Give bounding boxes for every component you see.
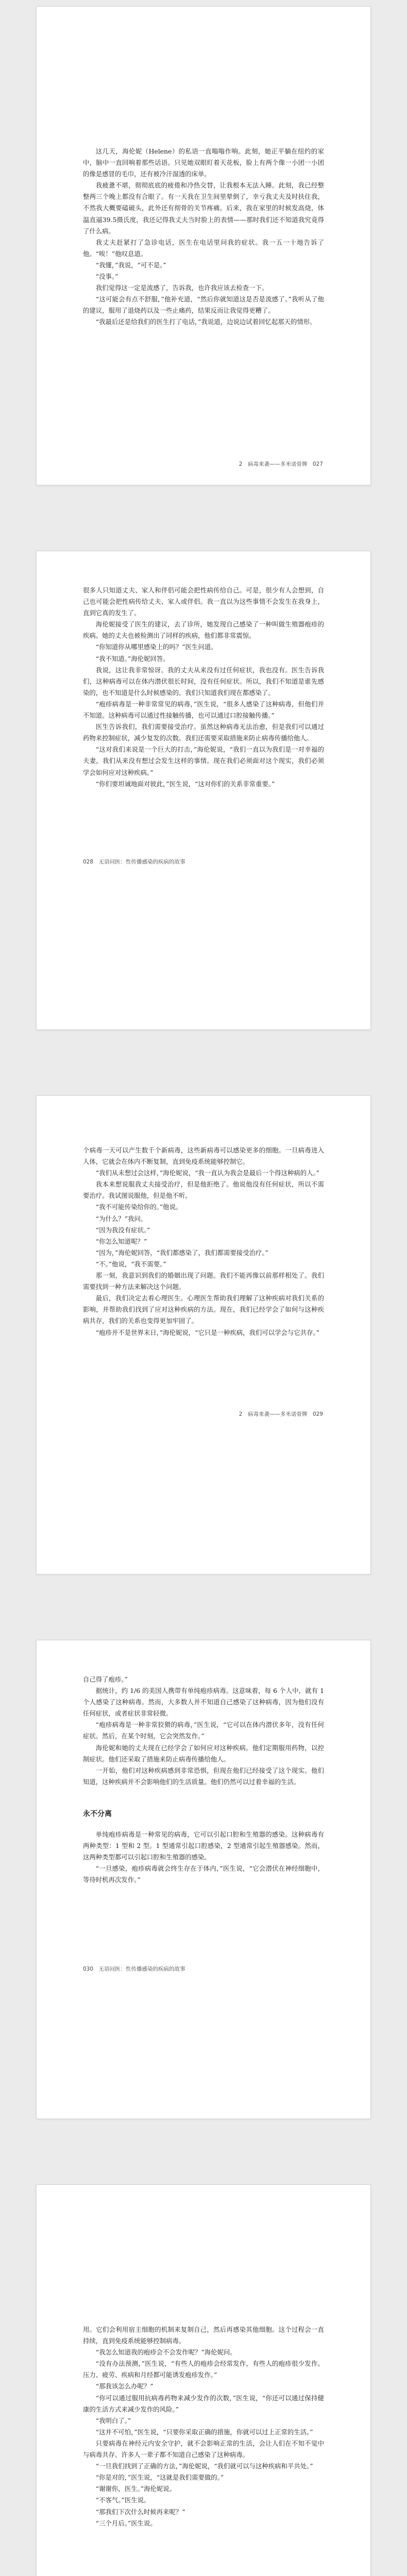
paragraph: “没有办法预测，”医生说，“有些人的疱疹会经常发作，有些人的疱疹很少发作。压力、疲劳、疾病和月经都可能诱发疱疹发作。” [83,2360,324,2379]
paragraph: 这几天，海伦妮（Helene）的私语一直嗡嗡作响。此刻，她正平躺在纽约的家中，脑中一直回响着那些话语。只见她双眼盯着天花板，脸上有两个像一小团一小团的像是感冒的毛巾，还有被冷汗湿透的床单。 [83,147,324,178]
paragraph: “那我该怎么办呢？” [95,2382,154,2391]
book-page-5 [36,2184,371,2576]
paragraph: “我不知道。”海伦妮回答。 [95,654,169,663]
paragraph: “你们要坦诚地面对彼此，”医生说，“这对你们的关系非常重要。” [95,779,275,788]
paragraph: “你是对的，”医生说，“这就是我们需要做的。” [95,2473,224,2482]
paragraph: “我不可能传染给你的。”他说。 [95,1203,182,1211]
page-body [83,1145,324,1338]
paragraph: 我疲惫不堪，彻彻底底的疲倦和冷热交替，让我根本无法入睡。此刻，我已经整整两三个晚上都没有合眼了。有一天我在卫生间里晕倒了，幸亏我丈夫及时扶住我，不然我大概要磕破头，此外还有彻骨的关节疼痛。后来，我在家里的时候发高烧，体温直逼39.5摄氏度，我还记得我丈夫当时脸上的表情——那时我们还不知道我究竟得了什么病。 [83,181,324,235]
paragraph: 单纯疱疹病毒是一种常见的病毒，它可以引起口腔和生殖器的感染。这种病毒有两种类型：1 型和 2 型。1 型通常引起口腔感染，2 型通常引起生殖器感染。然而，这两种类型都可以引起口腔和生殖器的感染。 [83,1830,324,1861]
running-footer: 2 病毒来袭——多米诺骨牌 027 [239,461,323,467]
paragraph: 最后，我们决定去看心理医生。心理医生帮助我们理解了这种疾病对我们关系的影响，并帮助我们找到了应对这种疾病的方法。现在，我们已经学会了如何与这种疾病共存，我们的关系也变得更加牢固了。 [83,1294,324,1325]
paragraph: 用。它们会利用宿主细胞的机制来复制自己，然后再感染其他细胞。这个过程会一直持续，直到免疫系统能够控制病毒。 [83,2326,324,2345]
paragraph: 只要病毒在神经元内安全守护，就不会影响正常的生活，会让人们在不知不觉中与病毒共存。许多人一辈子都不知道自己感染了这种病毒。 [83,2439,324,2459]
paragraph: “为什么？”我问。 [95,1214,147,1223]
paragraph: 很多人只知道丈夫、家人和伴侣可能会把性病传给自己。可是，很少有人会想到，自己也可能会把性病传给丈夫、家人或伴侣。我一直以为这些事情不会发生在我身上，直到它真的发生了。 [83,586,324,617]
paragraph: “谢谢你，医生。”海伦妮说。 [95,2485,176,2493]
paragraph: “我明白了。” [95,2416,131,2425]
paragraph: “我们从未想过会这样，”海伦妮说，“我一直认为我会是最后一个得这种病的人。” [95,1169,320,1177]
running-footer: 028 无语问医：性传播感染的疾病的故事 [83,859,185,865]
running-footer: 030 无语问医：性传播感染的疾病的故事 [83,1966,185,1972]
paragraph: “这对我们来说是一个巨大的打击，”海伦妮说，“我们一直以为我们是一对幸福的夫妻，我们从来没有想过会发生这样的事情。现在我们必须面对这个现实，我们必须学会如何应对这种疾病。” [83,745,324,776]
book-page-1 [36,6,371,485]
paragraph: 我本来想说服我丈夫接受治疗，但是他拒绝了。他说他没有任何症状，所以不需要治疗。我试图说服他，但是他不听。 [83,1180,324,1200]
paragraph: “一旦感染，疱疹病毒就会终生存在于体内，”医生说，“它会潜伏在神经细胞中，等待时机再次发作。” [83,1865,324,1884]
paragraph: 一开始，他们对这种疾病感到非常恐惧，但现在他们已经接受了这个现实。他们知道，这种疾病并不会影响他们的生活质量。他们仍然可以过着幸福的生活。 [83,1766,324,1786]
paragraph: 海伦妮接受了医生的建议，去了诊所，她发现自己感染了一种叫做生殖器疱疹的疾病。她的丈夫也被检测出了同样的疾病，他们都非常震惊。 [83,620,324,640]
paragraph: 那一刻，我意识到我们的婚姻出现了问题。我们不能再像以前那样相处了。我们需要找到一种方法来解决这个问题。 [83,1272,324,1291]
paragraph: “我懂，”我说，“可不是。” [95,261,166,269]
paragraph: “不客气。”医生说。 [95,2496,150,2504]
paragraph: “你知道你从哪里感染上的吗？”医生问道。 [95,643,217,651]
paragraph: “不。”他说，“我不需要。” [95,1260,166,1268]
paragraph: “你可以通过服用抗病毒药物来减少发作的次数，”医生说，“你还可以通过保持健康的生活方式来减少发作的风险。” [83,2394,324,2413]
page-body [83,2324,324,2529]
page-body [83,1674,324,1886]
paragraph: 据统计，约 1/6 的美国人携带有单纯疱疹病毒。这意味着，每 6 个人中，就有 1 个人感染了这种病毒。然而，大多数人并不知道自己感染了这种病毒，因为他们没有任何症状，或者症状非常轻微。 [83,1687,324,1718]
paragraph: “这可能会有点不舒服，”他补充道，“然后你就知道这是否是流感了。”我听从了他的建议，服用了退烧药以及一些止痛药，结果反而让我觉得更糟了。 [83,295,324,315]
paragraph: “疱疹并不是世界末日，”海伦妮说，“它只是一种疾病，我们可以学会与它共存。” [95,1328,320,1336]
paragraph: “三个月后。”医生说。 [95,2519,157,2527]
book-page-4 [36,1640,371,2119]
paragraph: 个病毒一天可以产生数千个新病毒，这些新病毒可以感染更多的细胞。一旦病毒进入人体，它就会在体内不断复制，直到免疫系统能够控制它。 [83,1146,324,1166]
running-footer: 2 病毒来袭——多米诺骨牌 029 [239,1411,323,1417]
paragraph: 我丈夫赶紧打了急诊电话，医生在电话里问我的症状。我一五一十地告诉了他。“唉！”他叹息道。 [83,238,324,258]
paragraph: “这并不可怕，”医生说，“只要你采取正确的措施，你就可以过上正常的生活。” [95,2428,313,2436]
page-body [83,585,324,790]
paragraph: 我说，这让我非常惊讶。我的丈夫从来没有过任何症状，我也没有。医生告诉我们，这种病毒可以在体内潜伏很长时间，没有任何症状。所以，我们不知道是谁先感染的，也不知道是什么时候感染的。我们只知道我们现在都感染了。 [83,666,324,697]
paragraph: 自己得了疱疹。” [83,1675,128,1683]
paragraph: 海伦妮和她的丈夫现在已经学会了如何应对这种疾病。他们定期服用药物，以控制症状。他们还采取了措施来防止病毒传播给他人。 [83,1743,324,1763]
paragraph: “没事。” [95,273,118,281]
section-heading: 永不分离 [83,1809,112,1818]
paragraph: “那我们下次什么时候再来呢？” [95,2507,185,2516]
paragraph: “因为我没有症状。” [95,1226,150,1234]
paragraph: “你怎么知道呢？” [95,1237,147,1245]
book-page-3 [36,1095,371,1574]
book-page-2 [36,551,371,1030]
paragraph: “疱疹病毒是一种非常常见的病毒，”医生说，“很多人感染了这种病毒，但他们并不知道。这种病毒可以通过性接触传播，也可以通过口腔接触传播。” [83,700,324,720]
paragraph: “疱疹病毒是一种非常狡猾的病毒，”医生说，“它可以在体内潜伏多年，没有任何症状。然后，在某个时刻，它会突然发作。” [83,1721,324,1740]
paragraph: “因为，”海伦妮回答，“我们都感染了，我们都需要接受治疗。” [95,1248,268,1257]
paragraph: “一旦我们找到了正确的方法，”海伦妮说，“我们就可以与这种疾病和平共处。” [95,2462,313,2470]
page-body [83,146,324,328]
paragraph: “我怎么知道我的疱疹会不会发作呢？”海伦妮问。 [95,2348,236,2357]
paragraph: 医生告诉我们，我们需要接受治疗。虽然这种病毒无法治愈，但是我们可以通过药物来控制症状，减少复发的次数。我们还需要采取措施来防止病毒传播给他人。 [83,723,324,742]
paragraph: “我最后还是给我们的医生打了电话，”我说道，边说边试着回忆起那天的情形。 [95,318,316,326]
paragraph: 我们觉得这一定是流感了，告诉我，也许我应该去检查一下。 [95,284,268,292]
